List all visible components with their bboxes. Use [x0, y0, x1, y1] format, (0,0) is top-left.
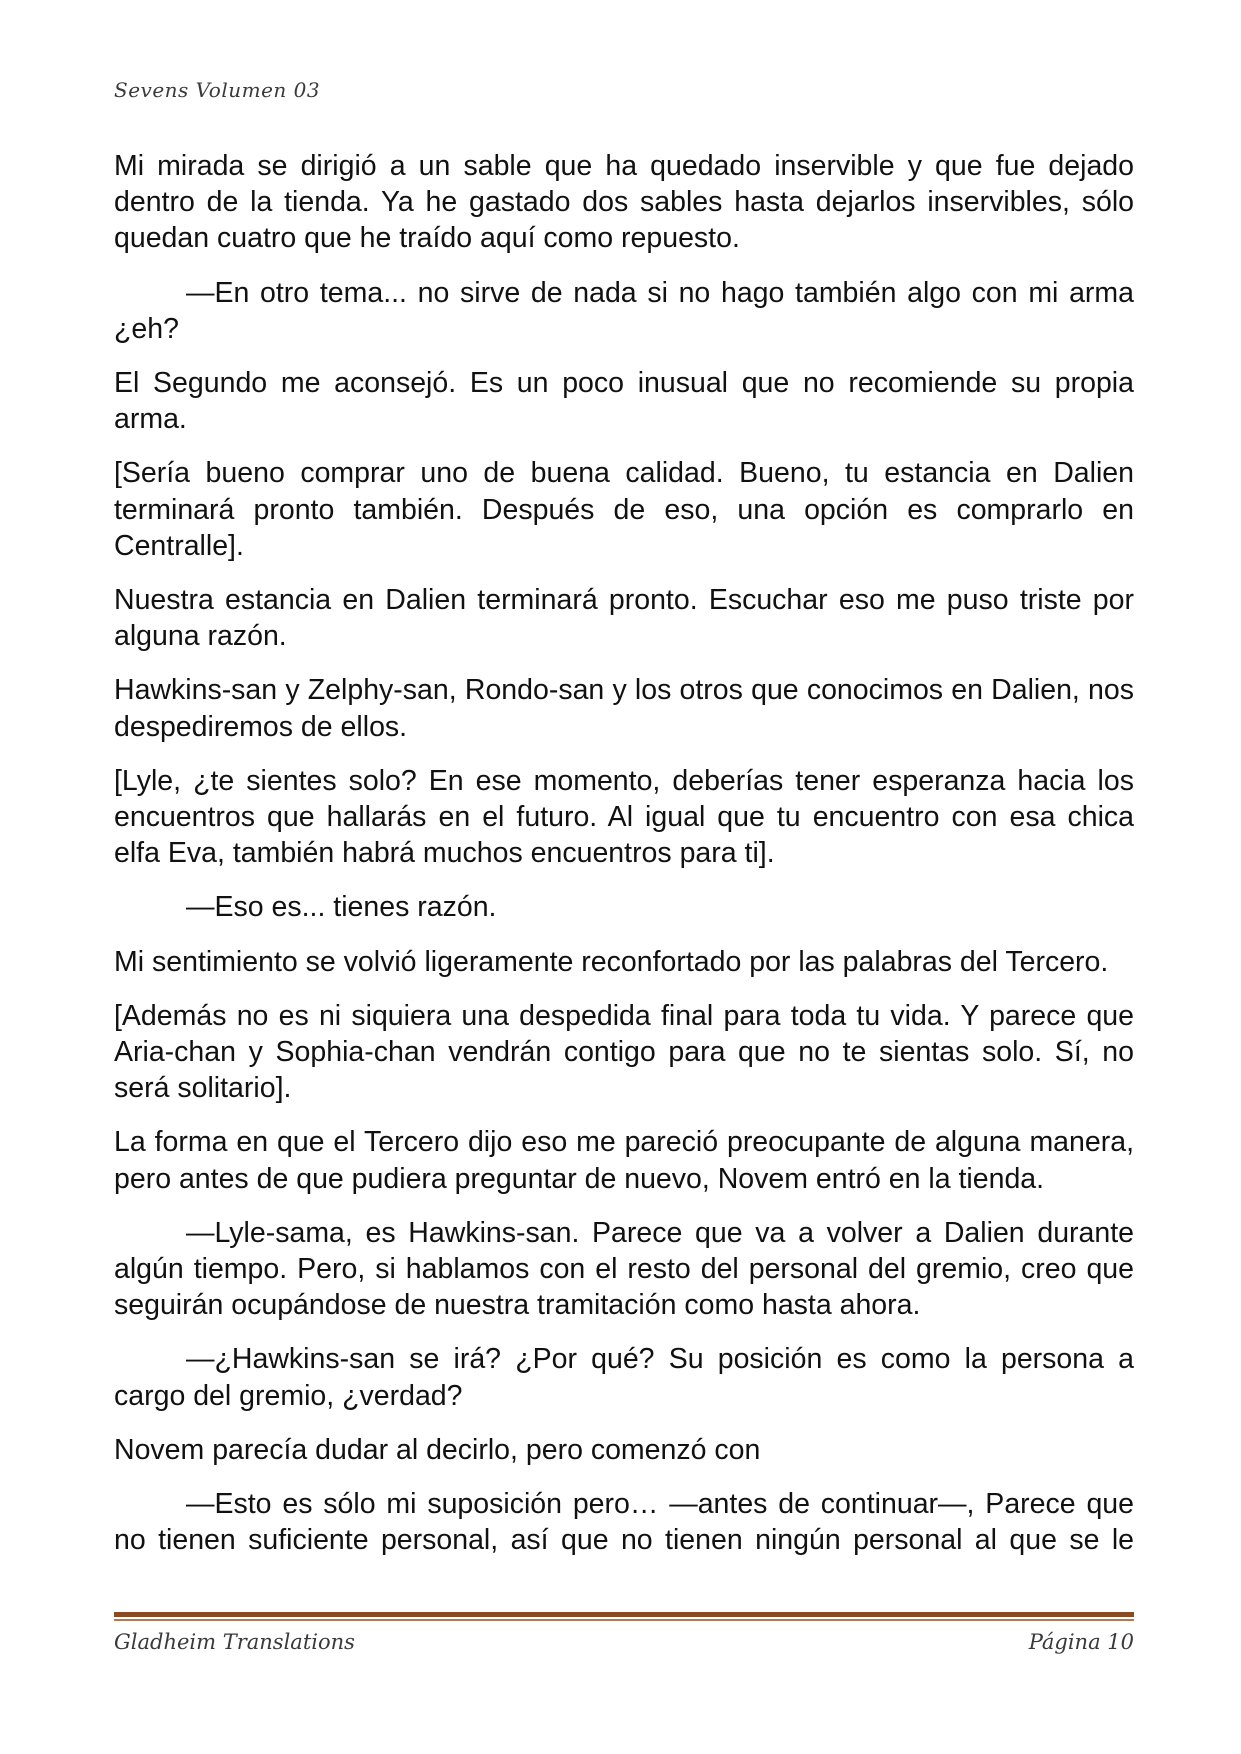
body-text	[114, 148, 1134, 1577]
paragraph: Novem parecía dudar al decirlo, pero comenzó con	[114, 1433, 761, 1466]
paragraph: [Sería bueno comprar uno de buena calidad. Bueno, tu estancia en Dalien terminará pronto también. Después de eso, una opción es comprarlo en Centralle].	[114, 457, 1134, 562]
paragraph: Mi sentimiento se volvió ligeramente reconfortado por las palabras del Tercero.	[114, 945, 1109, 978]
paragraph: Mi mirada se dirigió a un sable que ha quedado inservible y que fue dejado dentro de la tienda. Ya he gastado dos sables hasta dejarlos inservibles, sólo quedan cuatro que he traído aquí como repuesto.	[114, 150, 1134, 255]
paragraph: [Lyle, ¿te sientes solo? En ese momento, deberías tener esperanza hacia los encuentros que hallarás en el futuro. Al igual que tu encuentro con esa chica elfa Eva, también habrá muchos encuentros para ti].	[114, 764, 1134, 870]
dialogue-paragraph: —Lyle-sama, es Hawkins-san. Parece que va a volver a Dalien durante algún tiempo. Pero, si hablamos con el resto del personal del gremio, creo que seguirán ocupándose de nuestra tramitación como hasta ahora.	[114, 1216, 1134, 1322]
footer-publisher: Gladheim Translations	[114, 1630, 355, 1654]
running-header: Sevens Volumen 03	[114, 78, 321, 102]
dialogue-paragraph: —Esto es sólo mi suposición pero… —antes de continuar—, Parece que no tienen suficiente personal, así que no tienen ningún personal al que se le	[114, 1488, 1134, 1557]
paragraph: [Además no es ni siquiera una despedida final para toda tu vida. Y parece que Aria-chan y Sophia-chan vendrán contigo para que no te sientas solo. Sí, no será solitario].	[114, 999, 1134, 1105]
page-number: Página 10	[1028, 1630, 1134, 1654]
paragraph: El Segundo me aconsejó. Es un poco inusual que no recomiende su propia arma.	[114, 367, 1134, 436]
dialogue-paragraph: —¿Hawkins-san se irá? ¿Por qué? Su posición es como la persona a cargo del gremio, ¿verdad?	[114, 1343, 1134, 1412]
paragraph: Hawkins-san y Zelphy-san, Rondo-san y los otros que conocimos en Dalien, nos despediremos de ellos.	[114, 674, 1134, 743]
dialogue-paragraph: —En otro tema... no sirve de nada si no hago también algo con mi arma ¿eh?	[114, 276, 1134, 345]
paragraph: Nuestra estancia en Dalien terminará pronto. Escuchar eso me puso triste por alguna razón.	[114, 584, 1134, 653]
dialogue-paragraph: —Eso es... tienes razón.	[186, 891, 497, 924]
paragraph: La forma en que el Tercero dijo eso me pareció preocupante de alguna manera, pero antes de que pudiera preguntar de nuevo, Novem entró en la tienda.	[114, 1126, 1134, 1195]
footer-divider	[114, 1612, 1134, 1622]
